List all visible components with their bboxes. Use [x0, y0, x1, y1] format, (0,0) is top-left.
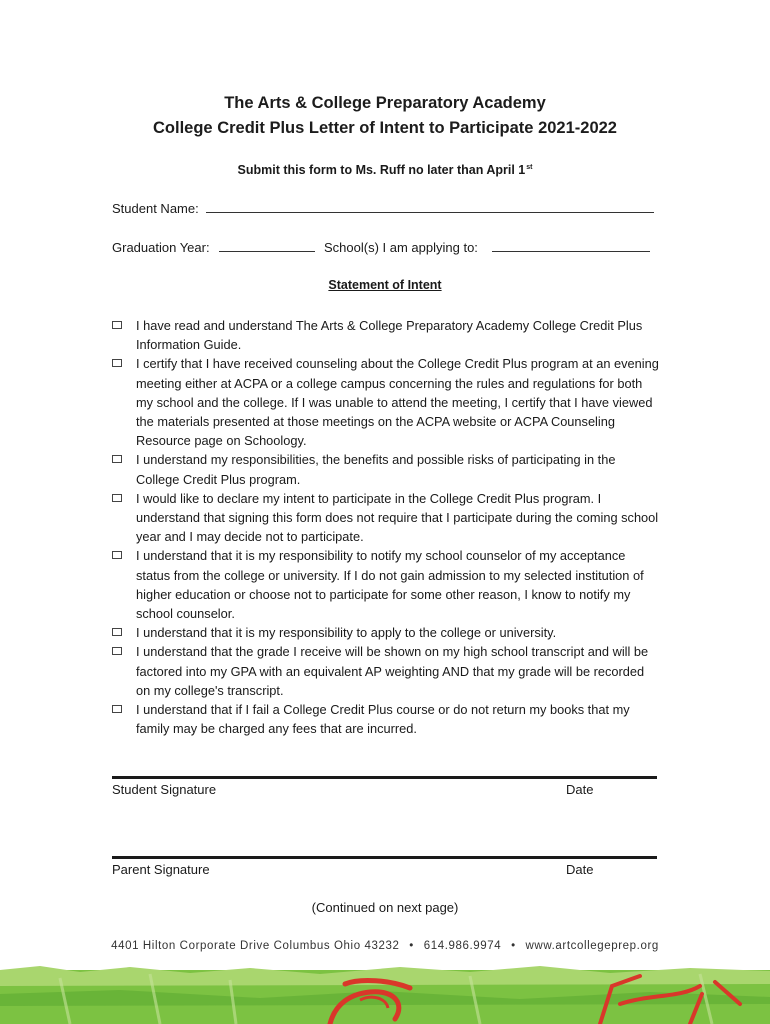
item-text: I understand that it is my responsibility to notify my school counselor of my acceptance status from the college or university. If I do not gain admission to my selected institution of higher education or choose not to participate for some other reason, I know to notify my school counselor.	[136, 548, 644, 622]
graduation-year-field[interactable]	[112, 239, 315, 255]
student-name-field[interactable]	[112, 200, 654, 216]
item-text: I have read and understand The Arts & College Preparatory Academy College Credit Plus Information Guide.	[136, 318, 643, 353]
item-text: I understand that if I fail a College Credit Plus course or do not return my books that my family may be charged any fees that are incurred.	[136, 702, 630, 737]
checkbox[interactable]	[112, 551, 122, 559]
checkbox[interactable]	[112, 359, 122, 367]
footer-phone: 614.986.9974	[423, 940, 502, 952]
checkbox[interactable]	[112, 705, 122, 713]
list-item	[112, 642, 660, 700]
form-title: College Credit Plus Letter of Intent to Participate 2021-2022	[153, 119, 617, 137]
list-item	[112, 700, 660, 738]
footer-separator: •	[511, 940, 516, 952]
schools-line[interactable]	[492, 239, 650, 252]
schools-field[interactable]	[324, 239, 650, 255]
student-name-label: Student Name:	[112, 201, 199, 216]
checkbox[interactable]	[112, 455, 122, 463]
checkbox[interactable]	[112, 494, 122, 502]
graduation-year-label: Graduation Year:	[112, 240, 210, 255]
student-date-label: Date	[566, 782, 594, 797]
item-text: I certify that I have received counseling about the College Credit Plus program at an evening meeting either at ACPA or a college campus concerning the rules and regulations for both my school and the college. If I was unable to attend the meeting, I certify that I have viewed the materials presented at those meetings on the ACPA website or ACPA Counseling Resource page on Schoology.	[136, 356, 659, 449]
submit-suffix: st	[526, 163, 533, 171]
list-item	[112, 354, 660, 450]
parent-date-label: Date	[566, 862, 594, 877]
list-item	[112, 450, 660, 488]
submit-text: Submit this form to Ms. Ruff no later than April 1	[237, 163, 526, 177]
graduation-year-line[interactable]	[219, 239, 315, 252]
item-text: I understand that it is my responsibility to apply to the college or university.	[136, 625, 557, 641]
list-item	[112, 316, 660, 354]
schools-label: School(s) I am applying to:	[324, 240, 478, 255]
footer-website[interactable]: www.artcollegeprep.org	[525, 940, 659, 952]
continued-note: (Continued on next page)	[311, 900, 459, 915]
statement-list	[112, 316, 660, 738]
checkbox[interactable]	[112, 628, 122, 636]
student-name-line[interactable]	[206, 200, 654, 213]
list-item	[112, 489, 660, 547]
footer-address: 4401 Hilton Corporate Drive Columbus Ohio 43232	[111, 940, 400, 952]
parent-signature-label: Parent Signature	[112, 862, 210, 877]
submit-instruction	[0, 163, 770, 177]
student-signature-label: Student Signature	[112, 782, 217, 797]
item-text: I understand that the grade I receive will be shown on my high school transcript and will be factored into my GPA with an equivalent AP weighting AND that my grade will be recorded on my college's transcript.	[136, 644, 649, 698]
statement-heading: Statement of Intent	[328, 278, 442, 292]
decorative-paint-banner	[0, 964, 770, 1024]
item-text: I would like to declare my intent to participate in the College Credit Plus program. I understand that signing this form does not require that I participate during the coming school year and I may decide not to participate.	[136, 490, 659, 545]
footer-separator: •	[409, 940, 414, 952]
footer-contact	[0, 940, 770, 952]
checkbox[interactable]	[112, 321, 122, 329]
student-signature-line[interactable]	[112, 776, 657, 779]
checkbox[interactable]	[112, 647, 122, 655]
list-item	[112, 623, 660, 642]
item-text: I understand my responsibilities, the benefits and possible risks of participating in the College Credit Plus program.	[136, 452, 616, 487]
parent-signature-line[interactable]	[112, 856, 657, 859]
list-item	[112, 546, 660, 623]
school-name: The Arts & College Preparatory Academy	[224, 94, 546, 112]
